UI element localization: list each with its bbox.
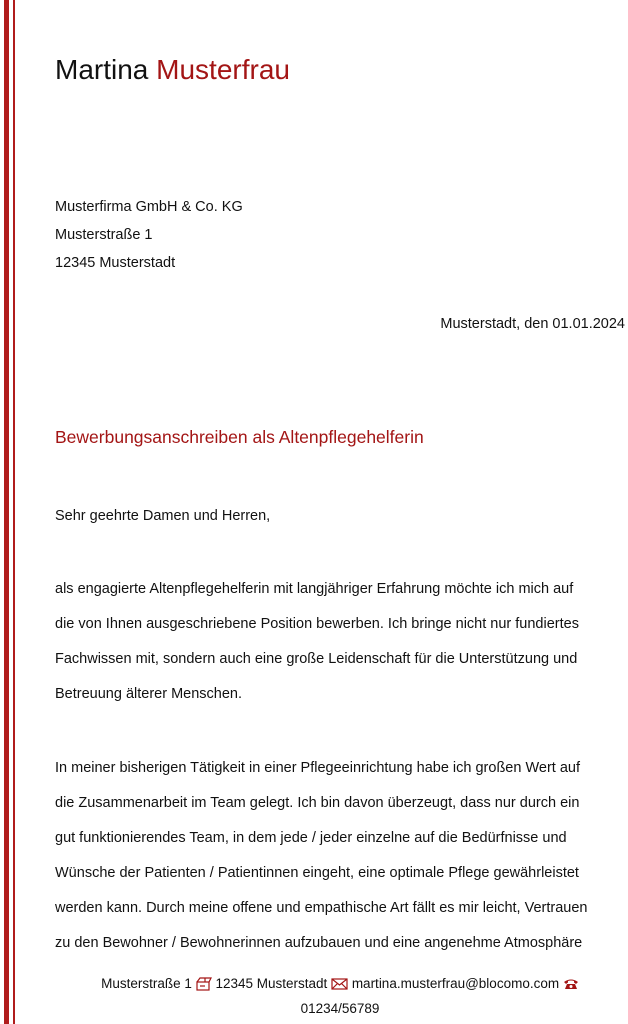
mailbox-icon xyxy=(196,977,212,991)
decorative-bar-thin xyxy=(13,0,15,1024)
paragraph-line: gut funktionierendes Team, in dem jede / jeder einzelne auf die Bedürfnisse und xyxy=(55,830,567,846)
salutation: Sehr geehrte Damen und Herren, xyxy=(55,508,271,524)
paragraph-line: Betreuung älterer Menschen. xyxy=(55,686,242,702)
letter-subject: Bewerbungsanschreiben als Altenpflegehelferin xyxy=(55,427,424,447)
paragraph-line: Fachwissen mit, sondern auch eine große Leidenschaft für die Unterstützung und xyxy=(55,651,578,667)
recipient-street: Musterstraße 1 xyxy=(55,227,153,243)
recipient-city: 12345 Musterstadt xyxy=(55,255,176,271)
sender-last-name: Musterfrau xyxy=(156,54,290,85)
paragraph-line: In meiner bisherigen Tätigkeit in einer Pflegeeinrichtung habe ich großen Wert auf xyxy=(55,760,580,776)
telephone-icon xyxy=(563,978,579,990)
footer-street: Musterstraße 1 xyxy=(101,976,192,991)
sender-name xyxy=(55,52,290,88)
paragraph-line: die Zusammenarbeit im Team gelegt. Ich bin davon überzeugt, dass nur durch ein xyxy=(55,795,580,811)
paragraph-line: werden kann. Durch meine offene und empathische Art fällt es mir leicht, Vertrauen xyxy=(55,900,588,916)
footer-contact xyxy=(30,971,628,1021)
footer-email: martina.musterfrau@blocomo.com xyxy=(351,976,560,991)
date-line: Musterstadt, den 01.01.2024 xyxy=(440,316,625,332)
footer-row xyxy=(30,971,628,996)
paragraph-1 xyxy=(55,572,625,712)
recipient-address xyxy=(55,193,243,277)
footer-phone: 01234/56789 xyxy=(300,1001,380,1016)
decorative-bar-thick xyxy=(4,0,9,1024)
paragraph-2 xyxy=(55,751,625,961)
paragraph-line: die von Ihnen ausgeschriebene Position bewerben. Ich bringe nicht nur fundiertes xyxy=(55,616,579,632)
recipient-company: Musterfirma GmbH & Co. KG xyxy=(55,199,243,215)
envelope-icon xyxy=(331,978,348,990)
paragraph-line: Wünsche der Patienten / Patientinnen eingeht, eine optimale Pflege gewährleistet xyxy=(55,865,579,881)
paragraph-line: als engagierte Altenpflegehelferin mit langjähriger Erfahrung möchte ich mich auf xyxy=(55,581,574,597)
sender-first-name: Martina xyxy=(55,54,149,85)
paragraph-line: zu den Bewohner / Bewohnerinnen aufzubauen und eine angenehme Atmosphäre xyxy=(55,935,583,951)
footer-city: 12345 Musterstadt xyxy=(215,976,328,991)
